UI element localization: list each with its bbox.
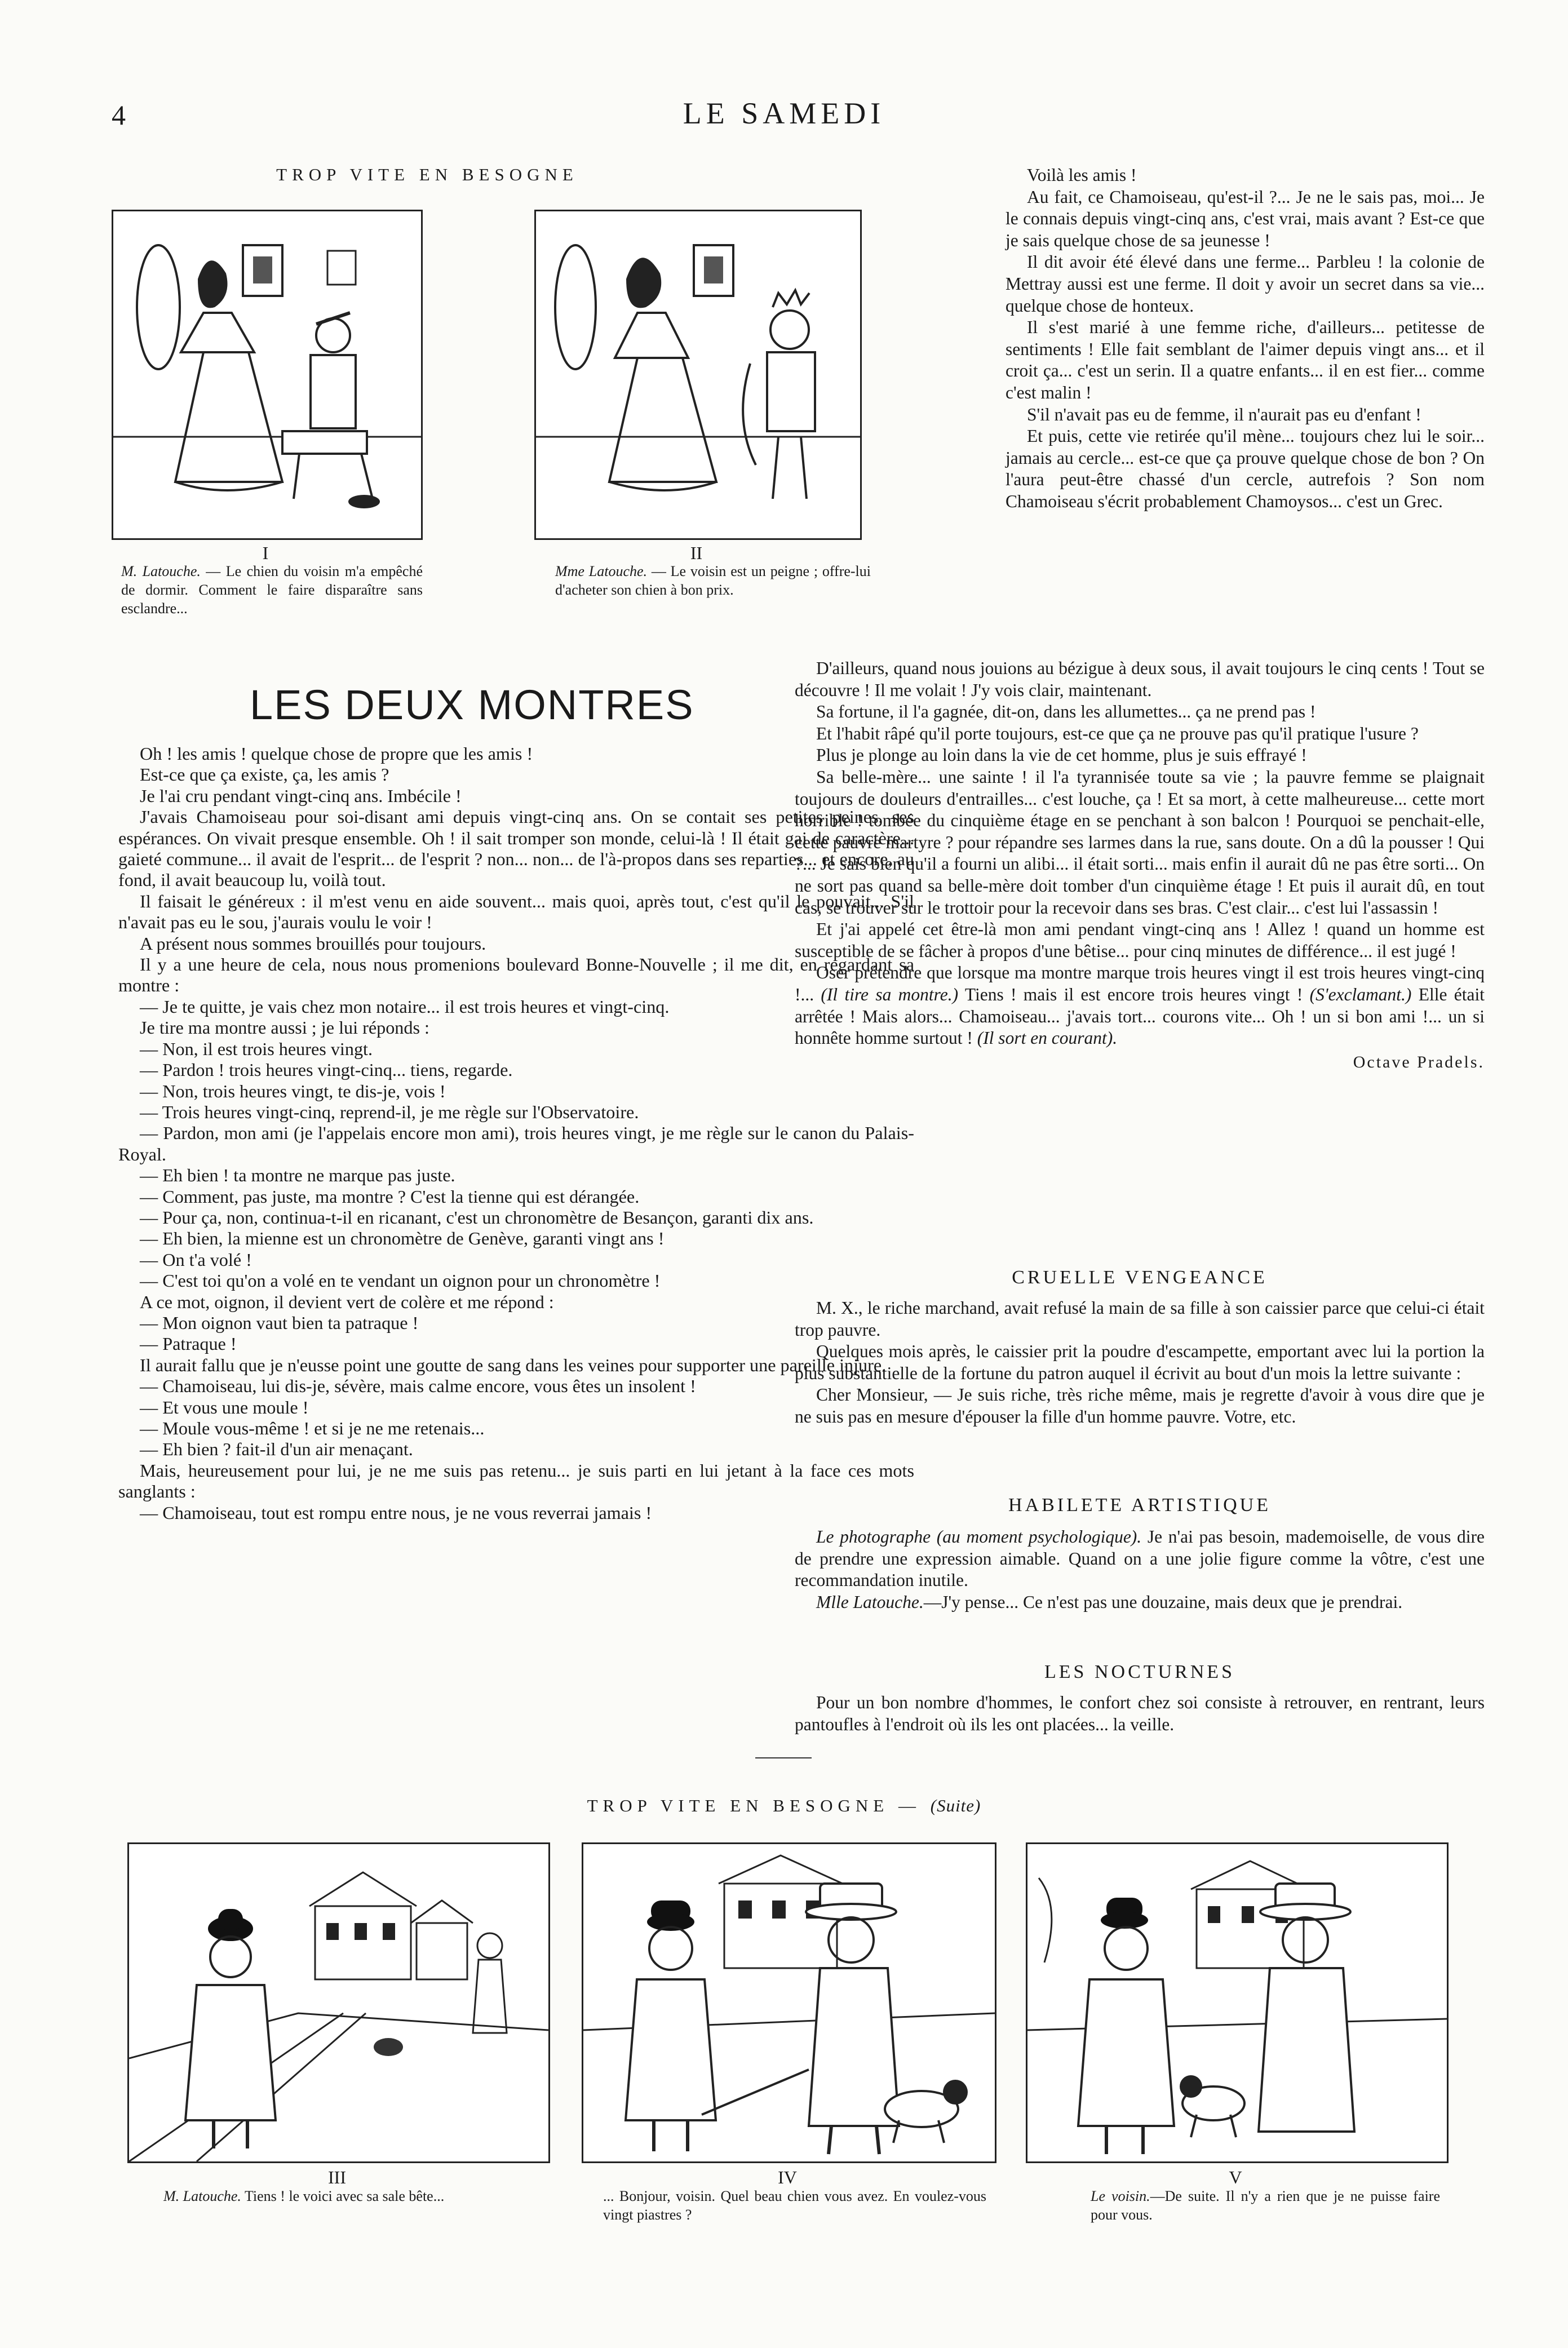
comic-panel-3-illustration: [129, 1844, 548, 2161]
page-number: 4: [112, 99, 126, 131]
panel-2-caption: [555, 562, 871, 599]
panel-4-text: ... Bonjour, voisin. Quel beau chien vous avez. En voulez-vous vingt piastres ?: [603, 2188, 986, 2223]
left-paragraph: — On t'a volé !: [140, 1249, 252, 1270]
comic-panel-1-illustration: [113, 211, 421, 538]
left-paragraph: — Eh bien ! ta montre ne marque pas juste.: [140, 1165, 455, 1186]
divider: [755, 1757, 812, 1758]
panel-3-number: III: [328, 2167, 346, 2187]
vengeance-title: CRUELLE VENGEANCE: [1012, 1267, 1268, 1288]
left-paragraph: A présent nous sommes brouillés pour toujours.: [140, 933, 486, 954]
panel-4-number: IV: [778, 2167, 797, 2187]
masthead-title: LE SAMEDI: [683, 96, 885, 130]
bottom-strip-suite: (Suite): [930, 1796, 981, 1815]
vengeance-paragraph: M. X., le riche marchand, avait refusé la main de sa fille à son caissier parce que celui-ci était trop pauvre.: [795, 1298, 1485, 1340]
panel-1-number: I: [262, 543, 269, 563]
left-paragraph: Mais, heureusement pour lui, je ne me suis pas retenu... je suis parti en lui jetant à la face ces mots sanglants :: [118, 1460, 914, 1502]
right-paragraph: Voilà les amis !: [1027, 165, 1137, 185]
right-paragraph: Sa fortune, il l'a gagnée, dit-on, dans les allumettes... ça ne prend pas !: [816, 702, 1316, 722]
comic-panel-5: [1026, 1842, 1449, 2163]
comic-panel-3: [127, 1842, 550, 2163]
left-paragraph: — C'est toi qu'on a volé en te vendant un oignon pour un chronomètre !: [140, 1270, 661, 1291]
panel-2-text: — Le voisin est un peigne ; offre-lui d'acheter son chien à bon prix.: [555, 563, 871, 598]
nocturnes-body: [795, 1692, 1485, 1735]
bottom-strip-title-text: TROP VITE EN BESOGNE —: [587, 1796, 931, 1815]
habilete-body: [795, 1526, 1485, 1613]
vengeance-paragraph: Quelques mois après, le caissier prit la poudre d'escampette, emportant avec lui la portion la plus substantielle de la fortune du patron auquel il écrivit au bout d'un mois la lettre suivante :: [795, 1341, 1485, 1383]
right-paragraph: Plus je plonge au loin dans la vie de cet homme, plus je suis effrayé !: [816, 745, 1307, 765]
comic-panel-2-illustration: [536, 211, 860, 538]
left-paragraph: Il y a une heure de cela, nous nous promenions boulevard Bonne-Nouvelle ; il me dit, en regardant sa montre :: [118, 954, 914, 996]
left-paragraph: — Moule vous-même ! et si je ne me retenais...: [140, 1418, 485, 1438]
habilete-text-2: —J'y pense... Ce n'est pas une douzaine, mais deux que je prendrai.: [923, 1592, 1403, 1612]
left-paragraph: — Trois heures vingt-cinq, reprend-il, je me règle sur l'Observatoire.: [140, 1101, 639, 1122]
right-paragraph: Et puis, cette vie retirée qu'il mène... toujours chez lui le soir... jamais au cercle... est-ce que ça prouve quelque chose de bon ? On l'aura peut-être chassé d'un cercle, autrefois ? Son nom Chamoiseau s'écrit probablement Chamoysos... c'est un Grec.: [1006, 426, 1485, 511]
left-paragraph: J'avais Chamoiseau pour soi-disant ami depuis vingt-cinq ans. On se contait ses petites peines, ses espérances. On vivait presque ensemble. Oh ! il sait tromper son monde, celui-là ! Il était gai de caractère... gaieté commune... il avait de l'esprit... de l'esprit ? non... non... de l'à-propos dans ses reparties... et encore, au fond, il avait beaucoup lu, voilà tout.: [118, 807, 914, 891]
habilete-paragraph: [795, 1592, 1485, 1614]
left-paragraph: — Chamoiseau, lui dis-je, sévère, mais calme encore, vous êtes un insolent !: [140, 1376, 696, 1397]
bottom-strip-title: [0, 1796, 1568, 1816]
nocturnes-title: LES NOCTURNES: [1044, 1662, 1235, 1682]
stage-direction-2: (S'exclamant.): [1309, 984, 1412, 1004]
panel-5-caption: [1091, 2187, 1440, 2224]
article-signature: Octave Pradels.: [1353, 1052, 1485, 1071]
panel-5-speaker: Le voisin.: [1091, 2188, 1150, 2204]
stage-direction-1: (Il tire sa montre.): [821, 984, 959, 1004]
right-paragraph: Au fait, ce Chamoiseau, qu'est-il ?... Je ne le sais pas, moi... Je le connais depuis vingt-cinq ans, c'est vrai, mais avant ? Est-ce que je sais quelque chose de sa jeunesse !: [1006, 187, 1485, 250]
article-right-top: [1006, 165, 1485, 513]
panel-5-number: V: [1229, 2167, 1242, 2187]
panel-1-speaker: M. Latouche.: [121, 563, 201, 579]
nocturnes-paragraph: Pour un bon nombre d'hommes, le confort chez soi consiste à retrouver, en rentrant, leurs pantoufles à l'endroit où ils les ont placées... la veille.: [795, 1693, 1485, 1734]
left-paragraph: — Eh bien ? fait-il d'un air menaçant.: [140, 1439, 413, 1460]
right-paragraph: D'ailleurs, quand nous jouions au bézigue à deux sous, il avait toujours le cinq cents ! Tout se découvre ! Il me volait ! J'y vois clair, maintenant.: [795, 658, 1485, 700]
left-paragraph: — Pardon ! trois heures vingt-cinq... tiens, regarde.: [140, 1060, 513, 1080]
habilete-speaker-2: Mlle Latouche.: [816, 1592, 924, 1612]
article-title: LES DEUX MONTRES: [250, 681, 694, 728]
panel-5-text: —De suite. Il n'y a rien que je ne puisse faire pour vous.: [1091, 2188, 1440, 2223]
left-paragraph: Est-ce que ça existe, ça, les amis ?: [140, 764, 389, 785]
left-paragraph: Je l'ai cru pendant vingt-cinq ans. Imbécile !: [140, 785, 462, 806]
panel-1-text: — Le chien du voisin m'a empêché de dormir. Comment le faire disparaître sans esclandre...: [121, 563, 423, 617]
left-paragraph: Oh ! les amis ! quelque chose de propre que les amis !: [140, 743, 533, 764]
right-paragraph: Et l'habit râpé qu'il porte toujours, est-ce que ça ne prouve pas qu'il pratique l'usure ?: [816, 723, 1419, 743]
article-right-wide: [795, 658, 1485, 1073]
left-paragraph: A ce mot, oignon, il devient vert de colère et me répond :: [140, 1291, 554, 1312]
comic-panel-2: [534, 210, 862, 540]
right-paragraph: Il dit avoir été élevé dans une ferme... Parbleu ! la colonie de Mettray aussi est une ferme. Il doit y avoir un secret dans sa vie... quelque chose de honteux.: [1006, 252, 1485, 316]
left-paragraph: — Pour ça, non, continua-t-il en ricanant, c'est un chronomètre de Besançon, garanti dix ans.: [140, 1207, 814, 1228]
left-paragraph: — Et vous une moule !: [140, 1397, 309, 1417]
panel-2-speaker: Mme Latouche.: [555, 563, 648, 579]
comic-panel-4: [582, 1842, 996, 2163]
left-paragraph: — Chamoiseau, tout est rompu entre nous, je ne vous reverrai jamais !: [140, 1502, 652, 1523]
right-paragraph: Et j'ai appelé cet être-là mon ami pendant vingt-cinq ans ! Allez ! quand un homme est susceptible de se fâcher à propos d'une bêtise... pour cinq minutes de différence... il est jugé !: [795, 919, 1485, 961]
panel-3-caption: [163, 2187, 535, 2205]
left-paragraph: — Pardon, mon ami (je l'appelais encore mon ami), trois heures vingt, je me règle sur le canon du Palais-Royal.: [118, 1123, 914, 1164]
left-paragraph: — Je te quitte, je vais chez mon notaire... il est trois heures et vingt-cinq.: [140, 996, 670, 1017]
habilete-text-1: Je n'ai pas besoin, mademoiselle, de vous dire de prendre une expression aimable. Quand on a une jolie figure comme la vôtre, c'est une recommandation inutile.: [795, 1527, 1485, 1591]
habilete-paragraph: [795, 1526, 1485, 1592]
right-paragraph: Sa belle-mère... une sainte ! il l'a tyrannisée toute sa vie ; la pauvre femme se plaignait toujours de douleurs d'entrailles... c'est louche, ça ! Et sa mort, à cette malheureuse... cette mort horrible ! tombée du cinquième étage en se penchant à son balcon ! Pourquoi se penchait-elle, cette pauvre martyre ? pour répandre ses larmes dans la rue, sans doute. On a dû la pousser ! Qui ?... Je sais bien qu'il a fourni un alibi... il était sorti... mais enfin il aurait dû ne pas être sorti... On ne sort pas quand sa belle-mère doit tomber d'un cinquième étage ! Et puis il aurait dû, en tout cas, se trouver sur le trottoir pour la recevoir dans ses bras. C'est clair... c'est lui l'assassin !: [795, 767, 1485, 918]
panel-2-number: II: [690, 543, 703, 563]
left-paragraph: Il faisait le généreux : il m'est venu en aide souvent... mais quoi, après tout, c'est qu'il le pouvait... S'il n'avait pas eu le sou, j'aurais voulu le voir !: [118, 891, 914, 933]
vengeance-paragraph: Cher Monsieur, — Je suis riche, très riche même, mais je regrette d'avoir à vous dire que je ne suis pas en mesure d'épouser la fille d'un homme pauvre. Votre, etc.: [795, 1385, 1485, 1426]
panel-3-speaker: M. Latouche.: [163, 2188, 241, 2204]
right-paragraph: S'il n'avait pas eu de femme, il n'aurait pas eu d'enfant !: [1027, 404, 1421, 424]
panel-1-caption: [121, 562, 423, 618]
left-paragraph: — Non, il est trois heures vingt.: [140, 1038, 373, 1059]
panel-3-text: Tiens ! le voici avec sa sale bête...: [241, 2188, 445, 2204]
left-paragraph: — Eh bien, la mienne est un chronomètre de Genève, garanti vingt ans !: [140, 1228, 665, 1249]
comic-panel-5-illustration: [1027, 1844, 1447, 2161]
left-paragraph: — Mon oignon vaut bien ta patraque !: [140, 1312, 419, 1333]
top-strip-title: TROP VITE EN BESOGNE: [276, 165, 578, 184]
comic-panel-1: [112, 210, 423, 540]
left-paragraph: Il aurait fallu que je n'eusse point une goutte de sang dans les veines pour supporter une pareille injure.: [140, 1354, 887, 1375]
right-paragraph-final: [795, 962, 1485, 1049]
final-text-1: Oser prétendre que lorsque ma montre marque trois heures vingt il est trois heures vingt-cinq !...: [795, 963, 1485, 1004]
final-text-2: Tiens ! mais il est encore trois heures vingt !: [958, 984, 1310, 1004]
left-paragraph: Je tire ma montre aussi ; je lui réponds :: [140, 1017, 429, 1038]
left-paragraph: — Comment, pas juste, ma montre ? C'est la tienne qui est dérangée.: [140, 1186, 640, 1207]
left-paragraph: — Non, trois heures vingt, te dis-je, vois !: [140, 1080, 446, 1101]
panel-4-caption: [603, 2187, 986, 2224]
habilete-speaker-1: Le photographe (au moment psychologique).: [816, 1527, 1142, 1547]
stage-direction-3: (Il sort en courant).: [977, 1028, 1118, 1048]
vengeance-body: [795, 1297, 1485, 1428]
comic-panel-4-illustration: [583, 1844, 995, 2161]
left-paragraph: — Patraque !: [140, 1334, 237, 1354]
right-paragraph: Il s'est marié à une femme riche, d'ailleurs... petitesse de sentiments ! Elle fait semblant de l'aimer depuis vingt ans... et il croit ça... c'est un serin. Il a quatre enfants... il en est fier... comme c'est malin !: [1006, 317, 1485, 402]
habilete-title: HABILETE ARTISTIQUE: [1008, 1495, 1271, 1516]
final-text-3: Elle était arrêtée ! Mais alors... Chamoiseau... j'avais tort... courons vite... Oh ! un si bon ami !... un si honnête homme surtout !: [795, 984, 1485, 1048]
